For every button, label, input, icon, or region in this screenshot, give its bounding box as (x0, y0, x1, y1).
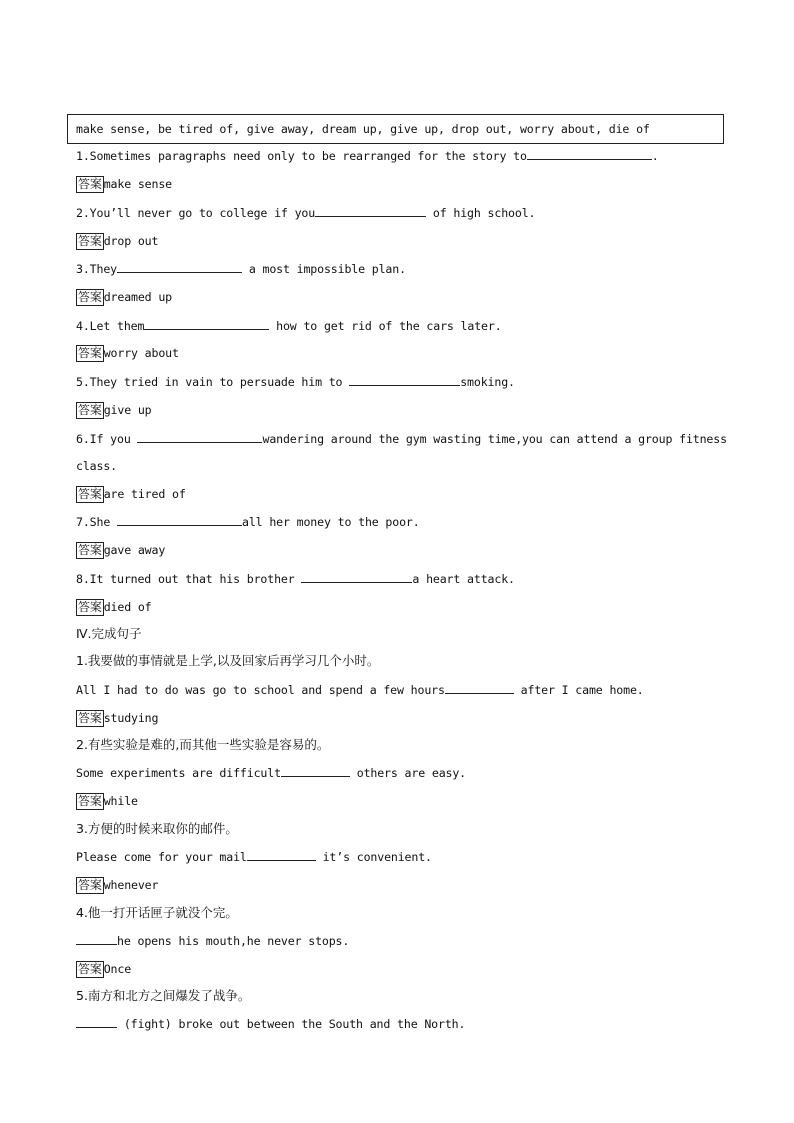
sentence-text-end: others are easy. (349, 766, 467, 780)
question-1 (76, 148, 659, 164)
answer-tag: 答案 (78, 346, 102, 360)
question-7 (76, 514, 420, 530)
answer-6 (76, 486, 186, 503)
question-number: 8. (76, 572, 90, 586)
answer-text: worry about (103, 346, 179, 360)
question-text-end: wandering around the gym wasting time,you can attend a group fitness (262, 432, 727, 446)
translate-4-english (76, 933, 349, 949)
question-2 (76, 205, 535, 221)
translate-5-chinese: 5.南方和北方之间爆发了战争。 (76, 988, 251, 1003)
answer-text: give up (103, 403, 152, 417)
answer-blank (117, 514, 242, 526)
question-text: You’ll never go to college if you (89, 206, 316, 220)
translate-5-english (76, 1016, 465, 1032)
sentence-text: Please come for your mail (76, 850, 247, 864)
answer-text: while (103, 794, 138, 808)
translate-3-chinese: 3.方便的时候来取你的邮件。 (76, 821, 238, 836)
word-bank-text: make sense, be tired of, give away, dream up, give up, drop out, worry about, die of (76, 122, 650, 136)
translate-2-chinese: 2.有些实验是难的,而其他一些实验是容易的。 (76, 737, 330, 752)
answer-blank (301, 571, 412, 583)
answer-blank (315, 205, 426, 217)
answer-text: whenever (103, 878, 159, 892)
answer-text: drop out (103, 234, 159, 248)
answer-3 (76, 289, 172, 306)
question-text-end: . (651, 149, 659, 163)
answer-text: gave away (103, 543, 166, 557)
word-bank-box (67, 114, 724, 144)
answer-5 (76, 402, 152, 419)
answer-text: are tired of (103, 487, 186, 501)
translate-4-answer (76, 961, 131, 978)
question-text-end: how to get rid of the cars later. (269, 319, 502, 333)
answer-tag: 答案 (78, 290, 102, 304)
question-number: 4. (76, 319, 90, 333)
answer-blank (281, 765, 350, 777)
question-number: 7. (76, 515, 90, 529)
answer-text: dreamed up (103, 290, 173, 304)
answer-tag: 答案 (78, 403, 102, 417)
translate-1-answer (76, 710, 158, 727)
question-number: 6. (76, 432, 90, 446)
sentence-text-end: he opens his mouth,he never stops. (117, 934, 350, 948)
answer-blank (349, 374, 460, 386)
question-4 (76, 318, 502, 334)
answer-2 (76, 233, 158, 250)
answer-blank (76, 1016, 117, 1028)
translate-2-english (76, 765, 466, 781)
sentence-text: All I had to do was go to school and spend a few hours (76, 683, 445, 697)
sentence-text: Some experiments are difficult (76, 766, 281, 780)
question-text-end: a most impossible plan. (242, 262, 406, 276)
question-number: 3. (76, 262, 90, 276)
question-number: 5. (76, 375, 90, 389)
translate-3-answer (76, 877, 158, 894)
sentence-text-end: after I came home. (513, 683, 644, 697)
sentence-text-end: (fight) broke out between the South and the North. (117, 1017, 466, 1031)
answer-tag: 答案 (78, 962, 102, 976)
answer-text: Once (103, 962, 132, 976)
question-text-continued: class. (76, 459, 117, 473)
question-text-end: all her money to the poor. (242, 515, 420, 529)
question-text-end: a heart attack. (412, 572, 515, 586)
answer-text: died of (103, 600, 152, 614)
translate-3-english (76, 849, 432, 865)
question-text: She (89, 515, 117, 529)
question-text: It turned out that his brother (89, 572, 302, 586)
section-iv-title: Ⅳ.完成句子 (76, 626, 142, 641)
answer-tag: 答案 (78, 543, 102, 557)
answer-blank (247, 849, 316, 861)
answer-8 (76, 599, 152, 616)
answer-1 (76, 176, 172, 193)
question-number: 1. (76, 149, 90, 163)
answer-blank (117, 261, 242, 273)
question-6 (76, 431, 727, 447)
question-3 (76, 261, 406, 277)
answer-blank (76, 933, 117, 945)
answer-tag: 答案 (78, 878, 102, 892)
translate-2-answer (76, 793, 138, 810)
answer-blank (527, 148, 652, 160)
answer-tag: 答案 (78, 177, 102, 191)
answer-blank (137, 431, 262, 443)
question-text: Sometimes paragraphs need only to be rearranged for the story to (89, 149, 527, 163)
question-6-continued (76, 458, 117, 474)
translate-4-chinese: 4.他一打开话匣子就没个完。 (76, 905, 238, 920)
sentence-text-end: it’s convenient. (315, 850, 432, 864)
question-text: They (89, 262, 117, 276)
answer-tag: 答案 (78, 234, 102, 248)
question-text: If you (89, 432, 138, 446)
answer-text: make sense (103, 177, 173, 191)
question-text-end: smoking. (460, 375, 515, 389)
answer-text: studying (103, 711, 159, 725)
question-text: Let them (89, 319, 145, 333)
question-8 (76, 571, 515, 587)
answer-tag: 答案 (78, 487, 102, 501)
question-text: They tried in vain to persuade him to (89, 375, 350, 389)
question-number: 2. (76, 206, 90, 220)
answer-tag: 答案 (78, 711, 102, 725)
answer-7 (76, 542, 165, 559)
answer-blank (445, 682, 514, 694)
translate-1-chinese: 1.我要做的事情就是上学,以及回家后再学习几个小时。 (76, 653, 380, 668)
answer-tag: 答案 (78, 600, 102, 614)
answer-tag: 答案 (78, 794, 102, 808)
question-5 (76, 374, 515, 390)
translate-1-english (76, 682, 644, 698)
question-text-end: of high school. (426, 206, 536, 220)
answer-blank (144, 318, 269, 330)
answer-4 (76, 345, 179, 362)
